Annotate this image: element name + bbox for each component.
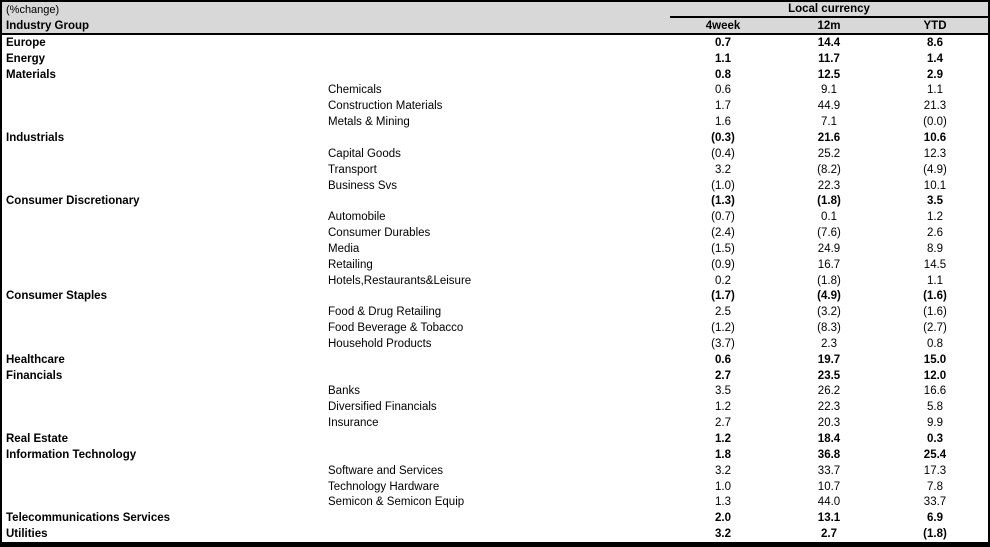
value-cell-12m: 21.6 (817, 131, 841, 144)
value-cell-4week: 3.5 (715, 385, 731, 398)
industry-group-label: Europe (6, 36, 46, 49)
value-cell-4week: 1.0 (715, 480, 731, 493)
value-cell-ytd: 17.3 (923, 464, 947, 477)
value-cell-12m: 2.7 (821, 528, 837, 541)
table-row (2, 193, 988, 209)
sub-industry-label: Software and Services (328, 464, 444, 477)
value-cell-4week: 0.6 (715, 84, 731, 97)
sub-industry-label: Insurance (328, 417, 379, 430)
value-cell-12m: (3.2) (817, 306, 841, 319)
table-row (2, 178, 988, 194)
value-cell-4week: (0.7) (711, 211, 735, 224)
value-cell-ytd: (2.7) (923, 322, 947, 335)
table-row (2, 304, 988, 320)
value-cell-4week: 0.2 (715, 274, 731, 287)
sub-industry-label: Diversified Financials (328, 401, 437, 414)
column-header-ytd: YTD (923, 19, 947, 32)
value-cell-12m: 22.3 (817, 401, 841, 414)
value-cell-12m: 33.7 (817, 464, 841, 477)
value-cell-4week: 1.1 (715, 52, 731, 65)
value-cell-ytd: 9.9 (927, 417, 943, 430)
value-cell-4week: (1.3) (711, 195, 735, 208)
column-header-12m: 12m (817, 19, 841, 32)
table-row (2, 320, 988, 336)
value-cell-12m: 11.7 (818, 52, 840, 65)
table-row (2, 431, 988, 447)
table-row (2, 494, 988, 510)
value-cell-12m: 26.2 (817, 385, 841, 398)
sub-industry-label: Banks (328, 385, 360, 398)
table-row (2, 352, 988, 368)
table-row (2, 67, 988, 83)
table-row (2, 399, 988, 415)
sub-industry-label: Consumer Durables (328, 227, 431, 240)
value-cell-ytd: 1.4 (927, 52, 943, 65)
value-cell-ytd: (1.6) (923, 306, 947, 319)
table-row (2, 447, 988, 463)
value-cell-ytd: 14.5 (923, 258, 947, 271)
table-row (2, 241, 988, 257)
value-cell-12m: 7.1 (821, 116, 837, 129)
table-row (2, 225, 988, 241)
sub-industry-label: Food & Drug Retailing (328, 306, 442, 319)
table-row (2, 289, 988, 305)
value-cell-4week: 2.5 (715, 306, 731, 319)
table-row (2, 51, 988, 67)
value-cell-12m: 14.4 (817, 36, 841, 49)
value-cell-4week: 0.7 (715, 36, 731, 49)
table-row (2, 162, 988, 178)
value-cell-ytd: 8.9 (927, 242, 943, 255)
value-cell-4week: 3.2 (715, 464, 731, 477)
table-row (2, 526, 988, 542)
industry-group-label: Real Estate (6, 433, 69, 446)
table-body (2, 35, 988, 542)
value-cell-12m: 13.1 (817, 512, 841, 525)
value-cell-4week: (1.2) (711, 322, 735, 335)
value-cell-ytd: 15.0 (923, 353, 947, 366)
table-row (2, 463, 988, 479)
value-cell-4week: 3.2 (715, 163, 731, 176)
value-cell-12m: 19.7 (817, 353, 841, 366)
value-cell-4week: 1.6 (715, 116, 731, 129)
value-cell-12m: 36.8 (817, 448, 841, 461)
value-cell-12m: 0.1 (821, 211, 837, 224)
value-cell-ytd: 16.6 (923, 385, 947, 398)
table-row (2, 83, 988, 99)
value-cell-12m: 9.1 (821, 84, 837, 97)
value-cell-12m: 10.7 (817, 480, 841, 493)
value-cell-12m: 20.3 (817, 417, 841, 430)
industry-group-label: Consumer Discretionary (6, 195, 140, 208)
table-row (2, 130, 988, 146)
table-row (2, 510, 988, 526)
value-cell-12m: (8.3) (817, 322, 841, 335)
industry-group-column-header: Industry Group (6, 19, 90, 32)
value-cell-4week: 3.2 (715, 528, 731, 541)
industry-group-label: Utilities (6, 528, 48, 541)
value-cell-12m: (8.2) (817, 163, 841, 176)
value-cell-4week: 1.7 (715, 100, 731, 113)
table-row (2, 114, 988, 130)
value-cell-ytd: 0.3 (927, 433, 943, 446)
value-cell-ytd: 2.6 (927, 227, 943, 240)
value-cell-4week: (0.4) (711, 147, 735, 160)
value-cell-ytd: 7.8 (927, 480, 943, 493)
table-row (2, 35, 988, 51)
value-cell-ytd: 12.3 (923, 147, 947, 160)
value-cell-12m: 44.9 (817, 100, 841, 113)
value-cell-ytd: 2.9 (927, 68, 943, 81)
local-currency-group-header: Local currency (670, 2, 988, 18)
value-cell-4week: 1.2 (715, 401, 731, 414)
value-cell-ytd: (1.6) (923, 290, 947, 303)
sub-industry-label: Transport (328, 163, 377, 176)
table-row (2, 257, 988, 273)
value-cell-12m: 12.5 (817, 68, 841, 81)
sub-industry-label: Business Svs (328, 179, 398, 192)
value-cell-ytd: 10.1 (923, 179, 947, 192)
value-cell-12m: (7.6) (817, 227, 841, 240)
value-cell-4week: (0.3) (711, 131, 735, 144)
value-cell-12m: (1.8) (817, 274, 841, 287)
table-row (2, 273, 988, 289)
industry-group-label: Industrials (6, 131, 65, 144)
value-cell-ytd: 21.3 (923, 100, 947, 113)
value-cell-ytd: 8.6 (927, 36, 943, 49)
industry-group-label: Financials (6, 369, 63, 382)
value-cell-ytd: 6.9 (927, 512, 943, 525)
value-cell-4week: 0.6 (715, 353, 731, 366)
value-cell-12m: 44.0 (817, 496, 841, 509)
value-cell-4week: (1.5) (711, 242, 735, 255)
value-cell-4week: 2.0 (715, 512, 731, 525)
sub-industry-label: Capital Goods (328, 147, 401, 160)
sub-industry-label: Food Beverage & Tobacco (328, 322, 464, 335)
value-cell-12m: (4.9) (817, 290, 841, 303)
sub-industry-label: Chemicals (328, 84, 382, 97)
value-cell-ytd: 1.1 (927, 84, 943, 97)
value-cell-ytd: 1.1 (927, 274, 943, 287)
sub-industry-label: Automobile (328, 211, 386, 224)
table-row (2, 209, 988, 225)
value-cell-ytd: 33.7 (923, 496, 947, 509)
percent-change-label: (%change) (6, 4, 60, 16)
sub-industry-label: Retailing (328, 258, 373, 271)
table-row (2, 98, 988, 114)
value-cell-ytd: 3.5 (927, 195, 943, 208)
industry-group-label: Materials (6, 68, 56, 81)
column-header-4week: 4week (705, 19, 741, 32)
sub-industry-label: Metals & Mining (328, 116, 410, 129)
industry-group-label: Energy (6, 52, 45, 65)
value-cell-12m: 25.2 (817, 147, 841, 160)
industry-group-label: Consumer Staples (6, 290, 107, 303)
value-cell-ytd: 25.4 (923, 448, 947, 461)
value-cell-12m: 16.7 (817, 258, 841, 271)
industry-group-label: Telecommunications Services (6, 512, 171, 525)
header-row-top (2, 2, 988, 18)
value-cell-4week: 2.7 (715, 417, 731, 430)
value-cell-4week: (2.4) (711, 227, 735, 240)
value-cell-4week: (3.7) (711, 337, 735, 350)
sub-industry-label: Construction Materials (328, 100, 443, 113)
value-cell-4week: 2.7 (715, 369, 731, 382)
header-row-columns (2, 18, 988, 33)
value-cell-4week: 1.2 (715, 433, 731, 446)
sub-industry-label: Household Products (328, 337, 432, 350)
value-cell-ytd: (1.8) (923, 528, 947, 541)
value-cell-4week: 1.8 (715, 448, 731, 461)
value-cell-12m: 2.3 (821, 337, 837, 350)
value-cell-4week: 0.8 (715, 68, 731, 81)
value-cell-4week: (1.7) (711, 290, 735, 303)
table-row (2, 384, 988, 400)
value-cell-4week: 1.3 (715, 496, 731, 509)
value-cell-ytd: (0.0) (923, 116, 947, 129)
value-cell-4week: (0.9) (711, 258, 735, 271)
sub-industry-label: Media (328, 242, 360, 255)
value-cell-ytd: 10.6 (923, 131, 947, 144)
value-cell-12m: 22.3 (817, 179, 841, 192)
value-cell-4week: (1.0) (711, 179, 735, 192)
sub-industry-label: Hotels,Restaurants&Leisure (328, 274, 472, 287)
table-row (2, 479, 988, 495)
value-cell-12m: (1.8) (817, 195, 841, 208)
value-cell-ytd: (4.9) (923, 163, 947, 176)
value-cell-ytd: 0.8 (927, 337, 943, 350)
value-cell-12m: 23.5 (817, 369, 841, 382)
value-cell-ytd: 12.0 (923, 369, 947, 382)
sub-industry-label: Technology Hardware (328, 480, 440, 493)
table-header (2, 2, 988, 35)
table-row (2, 146, 988, 162)
sub-industry-label: Semicon & Semicon Equip (328, 496, 465, 509)
industry-group-label: Information Technology (6, 448, 137, 461)
value-cell-12m: 18.4 (817, 433, 841, 446)
industry-group-label: Healthcare (6, 353, 65, 366)
value-cell-ytd: 5.8 (927, 401, 943, 414)
table-row (2, 415, 988, 431)
value-cell-12m: 24.9 (817, 242, 841, 255)
table-row (2, 368, 988, 384)
table-row (2, 336, 988, 352)
value-cell-ytd: 1.2 (927, 211, 943, 224)
